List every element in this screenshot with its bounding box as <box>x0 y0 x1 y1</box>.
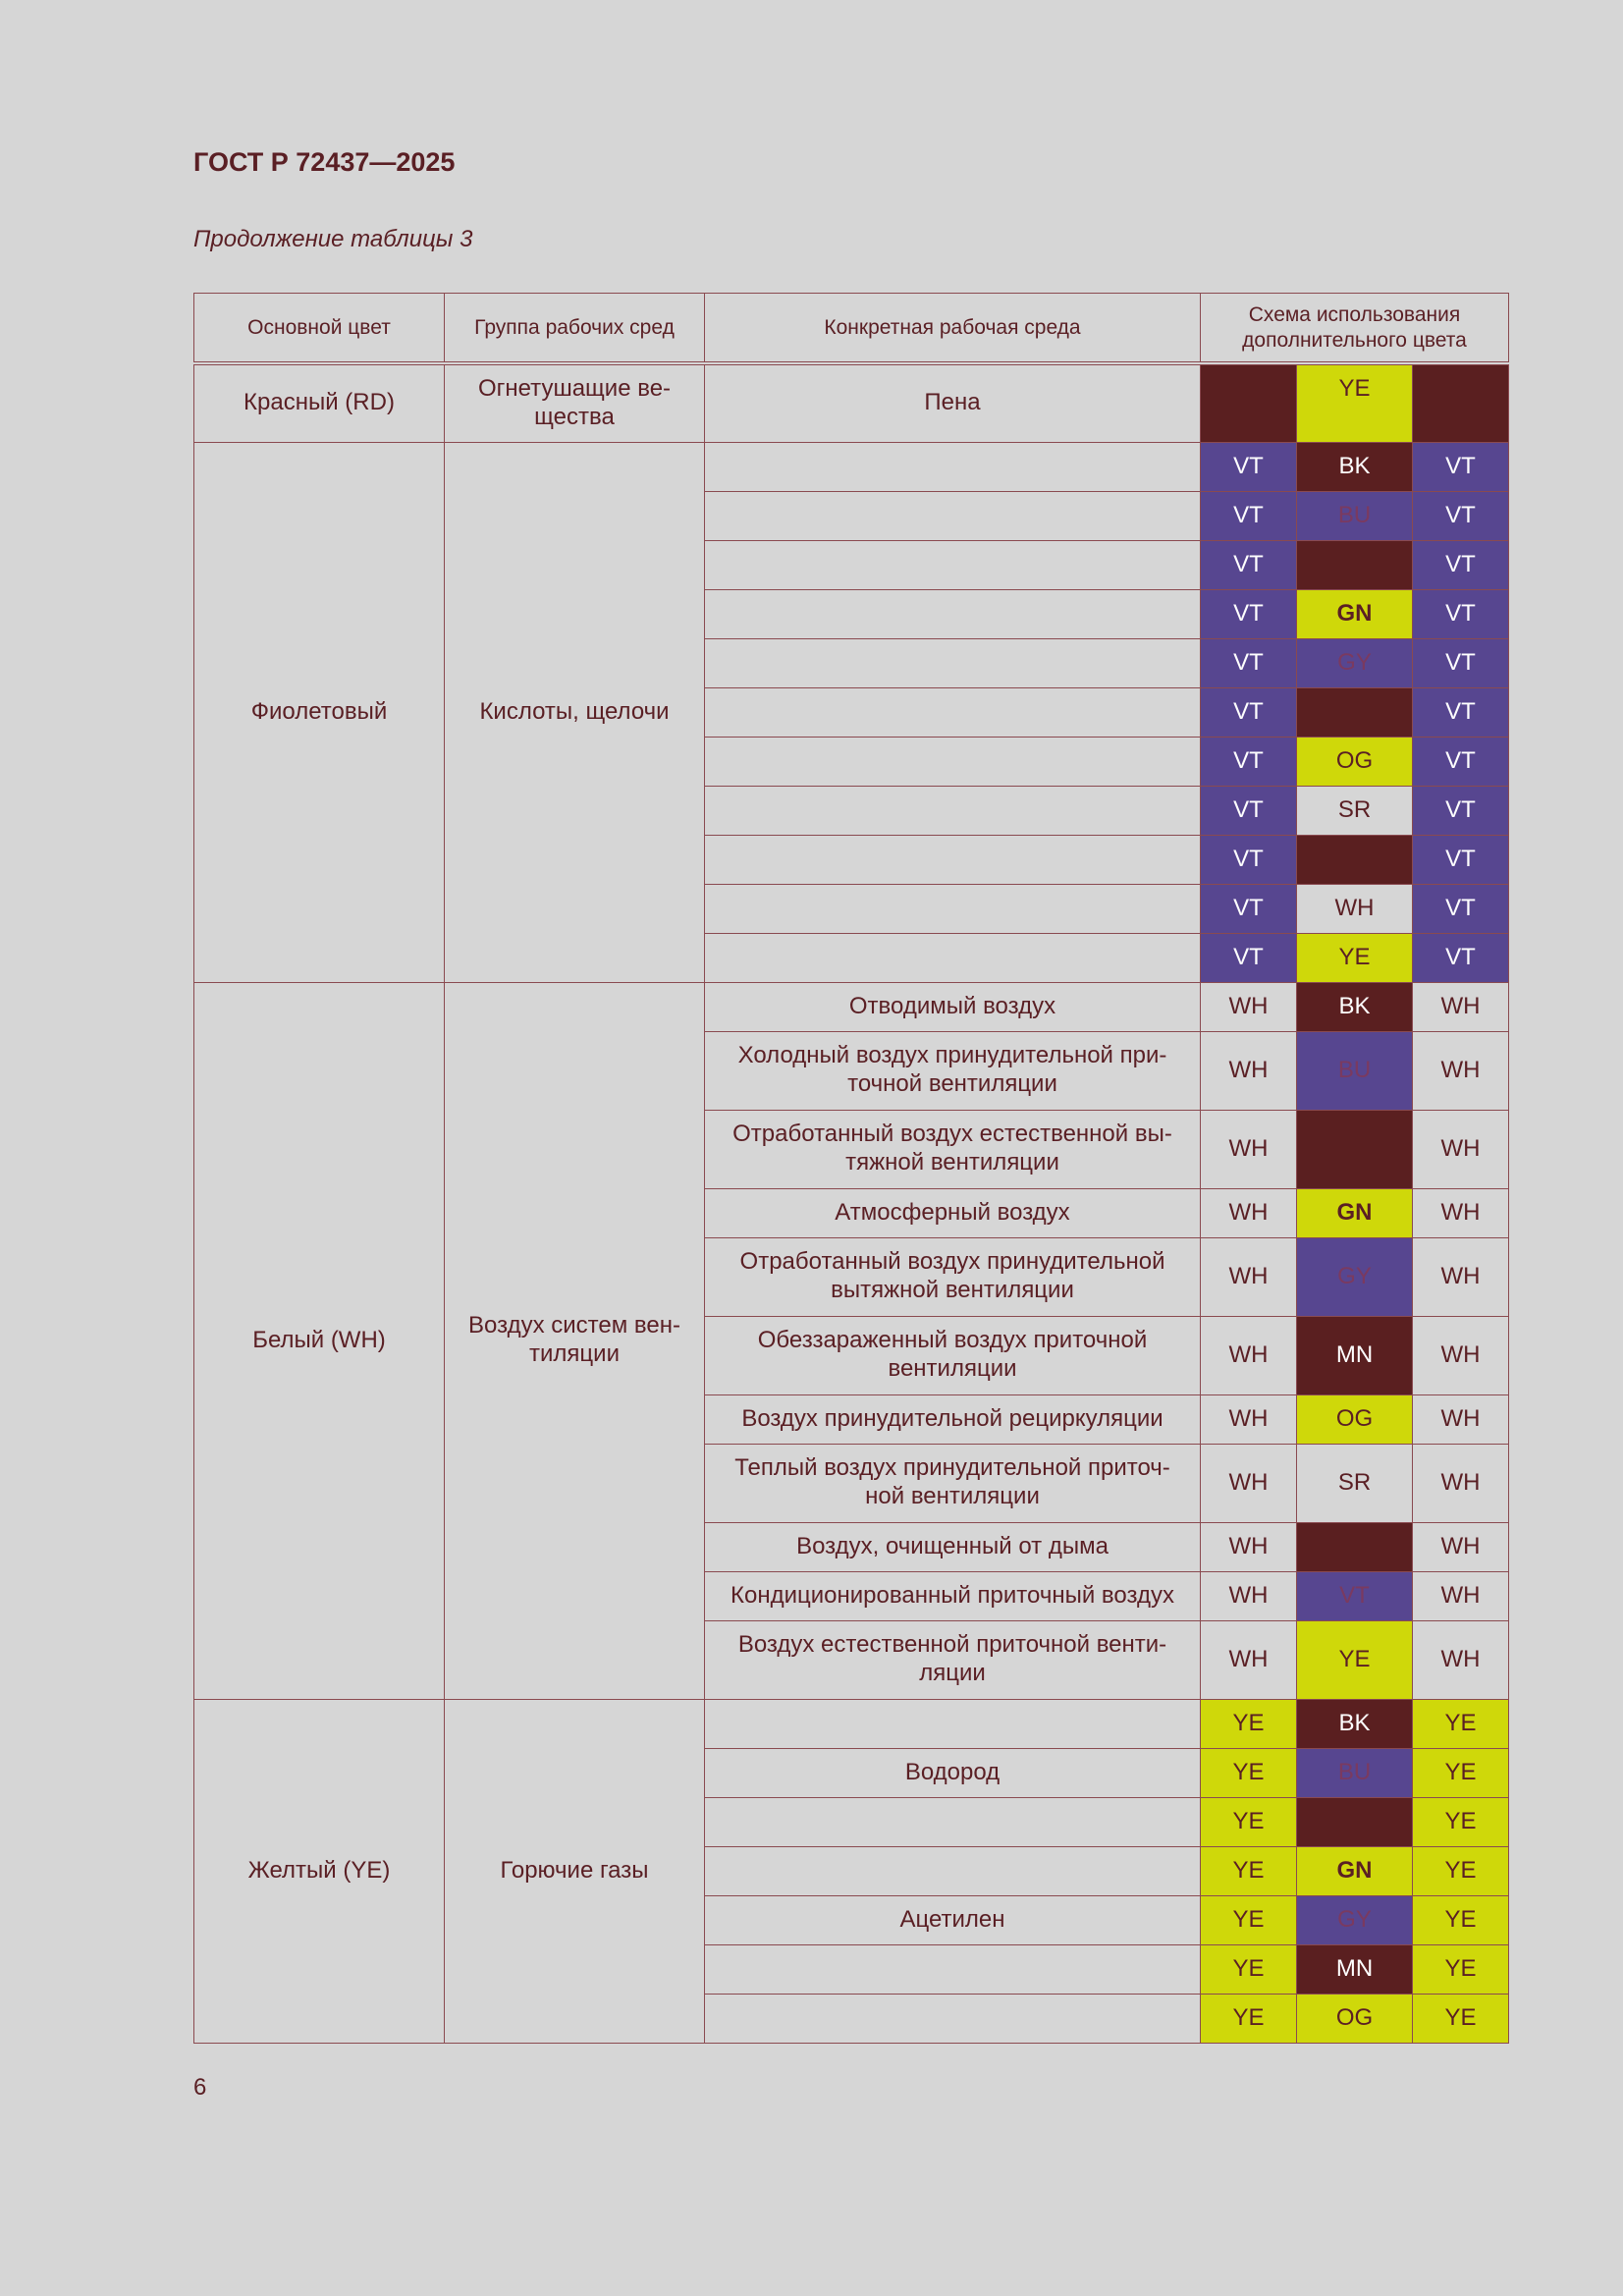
medium-cell: Кондиционированный приточный воздух <box>705 1571 1201 1620</box>
scheme-middle-cell: OG <box>1297 1994 1413 2043</box>
medium-cell: Воздух естественной приточной венти- ляции <box>705 1620 1201 1699</box>
scheme-middle-cell: WH <box>1297 884 1413 933</box>
scheme-middle-cell: YE <box>1297 933 1413 982</box>
scheme-middle-cell <box>1297 687 1413 737</box>
scheme-left-cell: VT <box>1201 933 1297 982</box>
scheme-left-cell: VT <box>1201 638 1297 687</box>
scheme-right-cell: VT <box>1413 835 1509 884</box>
medium-cell <box>705 786 1201 835</box>
main-color-cell: Белый (WH) <box>194 982 445 1699</box>
scheme-right-cell: VT <box>1413 491 1509 540</box>
scheme-left-cell: WH <box>1201 1620 1297 1699</box>
scheme-middle-cell: VT <box>1297 1571 1413 1620</box>
scheme-left-cell: VT <box>1201 442 1297 491</box>
scheme-middle-cell <box>1297 1110 1413 1188</box>
scheme-left-cell: WH <box>1201 1110 1297 1188</box>
medium-cell: Отводимый воздух <box>705 982 1201 1031</box>
table-row <box>194 982 1509 1031</box>
page-number: 6 <box>193 2074 207 2101</box>
scheme-right-cell: YE <box>1413 1895 1509 1944</box>
scheme-right-cell: VT <box>1413 737 1509 786</box>
scheme-left-cell: VT <box>1201 687 1297 737</box>
header-medium: Конкретная рабочая среда <box>705 294 1201 364</box>
medium-cell <box>705 737 1201 786</box>
scheme-right-cell: YE <box>1413 1846 1509 1895</box>
medium-cell <box>705 1846 1201 1895</box>
table-header-row <box>194 294 1509 364</box>
scheme-right-cell: VT <box>1413 933 1509 982</box>
main-color-cell: Фиолетовый <box>194 442 445 982</box>
scheme-middle-cell: BU <box>1297 1031 1413 1110</box>
scheme-middle-cell: MN <box>1297 1944 1413 1994</box>
medium-cell: Атмосферный воздух <box>705 1188 1201 1237</box>
scheme-left-cell: WH <box>1201 1571 1297 1620</box>
scheme-left-cell: VT <box>1201 491 1297 540</box>
scheme-right-cell: WH <box>1413 1620 1509 1699</box>
scheme-right-cell: VT <box>1413 540 1509 589</box>
scheme-right-cell: WH <box>1413 1444 1509 1522</box>
scheme-middle-cell: GN <box>1297 1188 1413 1237</box>
medium-cell: Теплый воздух принудительной приточ- ной вентиляции <box>705 1444 1201 1522</box>
color-scheme-table <box>193 293 1509 2044</box>
medium-cell <box>705 1994 1201 2043</box>
medium-cell <box>705 589 1201 638</box>
group-cell: Кислоты, щелочи <box>445 442 705 982</box>
scheme-left-cell: VT <box>1201 835 1297 884</box>
scheme-left-cell: YE <box>1201 1797 1297 1846</box>
scheme-left-cell: YE <box>1201 1994 1297 2043</box>
medium-cell <box>705 491 1201 540</box>
group-cell: Горючие газы <box>445 1699 705 2043</box>
scheme-right-cell: WH <box>1413 1188 1509 1237</box>
scheme-left-cell: WH <box>1201 1522 1297 1571</box>
scheme-left-cell: WH <box>1201 982 1297 1031</box>
scheme-left-cell: WH <box>1201 1444 1297 1522</box>
scheme-right-cell: WH <box>1413 1316 1509 1394</box>
medium-cell <box>705 884 1201 933</box>
medium-cell: Воздух принудительной рециркуляции <box>705 1394 1201 1444</box>
scheme-middle-cell: YE <box>1297 363 1413 442</box>
scheme-middle-cell: BK <box>1297 1699 1413 1748</box>
scheme-right-cell: YE <box>1413 1699 1509 1748</box>
scheme-left-cell: WH <box>1201 1394 1297 1444</box>
scheme-left-cell: VT <box>1201 589 1297 638</box>
table-row <box>194 363 1509 442</box>
scheme-right-cell: YE <box>1413 1994 1509 2043</box>
scheme-middle-cell <box>1297 835 1413 884</box>
scheme-right-cell: YE <box>1413 1944 1509 1994</box>
main-color-cell: Красный (RD) <box>194 363 445 442</box>
table-caption: Продолжение таблицы 3 <box>193 226 473 252</box>
medium-cell <box>705 540 1201 589</box>
medium-cell: Пена <box>705 363 1201 442</box>
scheme-middle-cell: BU <box>1297 1748 1413 1797</box>
scheme-middle-cell: GY <box>1297 1895 1413 1944</box>
scheme-middle-cell: YE <box>1297 1620 1413 1699</box>
medium-cell <box>705 933 1201 982</box>
scheme-left-cell: VT <box>1201 540 1297 589</box>
scheme-left-cell: WH <box>1201 1188 1297 1237</box>
scheme-right-cell: VT <box>1413 589 1509 638</box>
scheme-right-cell: WH <box>1413 1522 1509 1571</box>
main-color-cell: Желтый (YE) <box>194 1699 445 2043</box>
scheme-right-cell: WH <box>1413 1031 1509 1110</box>
scheme-right-cell: VT <box>1413 687 1509 737</box>
scheme-right-cell: WH <box>1413 1571 1509 1620</box>
scheme-left-cell: YE <box>1201 1944 1297 1994</box>
scheme-right-cell: WH <box>1413 1394 1509 1444</box>
medium-cell: Холодный воздух принудительной при- точной вентиляции <box>705 1031 1201 1110</box>
scheme-left-cell: YE <box>1201 1846 1297 1895</box>
medium-cell: Водород <box>705 1748 1201 1797</box>
scheme-left-cell: WH <box>1201 1031 1297 1110</box>
group-cell: Огнетушащие ве- щества <box>445 363 705 442</box>
scheme-middle-cell: SR <box>1297 786 1413 835</box>
scheme-right-cell: VT <box>1413 442 1509 491</box>
scheme-right-cell: VT <box>1413 638 1509 687</box>
group-cell: Воздух систем вен- тиляции <box>445 982 705 1699</box>
medium-cell: Ацетилен <box>705 1895 1201 1944</box>
scheme-left-cell: VT <box>1201 786 1297 835</box>
table-row <box>194 442 1509 491</box>
medium-cell <box>705 638 1201 687</box>
scheme-right-cell: WH <box>1413 1237 1509 1316</box>
header-scheme: Схема использования дополнительного цвета <box>1201 294 1509 364</box>
scheme-middle-cell: GN <box>1297 589 1413 638</box>
scheme-middle-cell: BK <box>1297 442 1413 491</box>
header-main-color: Основной цвет <box>194 294 445 364</box>
scheme-middle-cell <box>1297 540 1413 589</box>
medium-cell <box>705 1699 1201 1748</box>
scheme-left-cell <box>1201 363 1297 442</box>
scheme-left-cell: VT <box>1201 737 1297 786</box>
scheme-middle-cell <box>1297 1797 1413 1846</box>
scheme-right-cell: WH <box>1413 982 1509 1031</box>
scheme-middle-cell: BK <box>1297 982 1413 1031</box>
scheme-middle-cell: GN <box>1297 1846 1413 1895</box>
scheme-left-cell: YE <box>1201 1748 1297 1797</box>
scheme-right-cell: YE <box>1413 1797 1509 1846</box>
scheme-right-cell <box>1413 363 1509 442</box>
table-body <box>194 363 1509 2043</box>
scheme-middle-cell: GY <box>1297 1237 1413 1316</box>
table-row <box>194 1699 1509 1748</box>
medium-cell: Обеззараженный воздух приточной вентиляции <box>705 1316 1201 1394</box>
scheme-middle-cell: BU <box>1297 491 1413 540</box>
scheme-left-cell: WH <box>1201 1237 1297 1316</box>
scheme-middle-cell: SR <box>1297 1444 1413 1522</box>
scheme-left-cell: VT <box>1201 884 1297 933</box>
scheme-middle-cell: OG <box>1297 737 1413 786</box>
medium-cell: Воздух, очищенный от дыма <box>705 1522 1201 1571</box>
medium-cell <box>705 835 1201 884</box>
medium-cell: Отработанный воздух естественной вы- тяжной вентиляции <box>705 1110 1201 1188</box>
medium-cell <box>705 1944 1201 1994</box>
medium-cell: Отработанный воздух принудительной вытяжной вентиляции <box>705 1237 1201 1316</box>
scheme-middle-cell: MN <box>1297 1316 1413 1394</box>
scheme-right-cell: YE <box>1413 1748 1509 1797</box>
scheme-left-cell: YE <box>1201 1699 1297 1748</box>
scheme-left-cell: YE <box>1201 1895 1297 1944</box>
scheme-middle-cell: OG <box>1297 1394 1413 1444</box>
scheme-middle-cell <box>1297 1522 1413 1571</box>
document-code: ГОСТ Р 72437—2025 <box>193 147 456 177</box>
medium-cell <box>705 1797 1201 1846</box>
medium-cell <box>705 442 1201 491</box>
scheme-right-cell: VT <box>1413 884 1509 933</box>
scheme-right-cell: WH <box>1413 1110 1509 1188</box>
scheme-right-cell: VT <box>1413 786 1509 835</box>
header-group: Группа рабочих сред <box>445 294 705 364</box>
scheme-left-cell: WH <box>1201 1316 1297 1394</box>
medium-cell <box>705 687 1201 737</box>
scheme-middle-cell: GY <box>1297 638 1413 687</box>
